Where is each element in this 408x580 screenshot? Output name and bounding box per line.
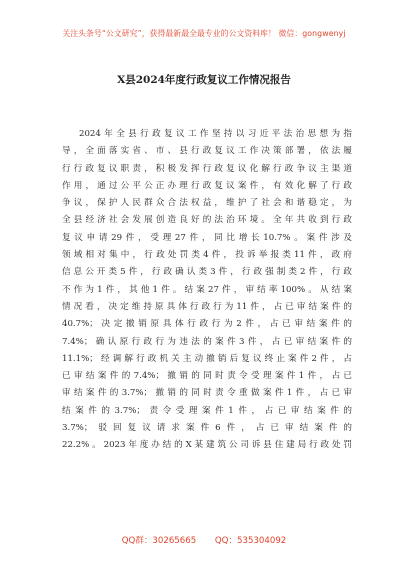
body-line: 7.4%；确认原行政行为违法的案件3件，占已审结案件的 — [62, 336, 352, 347]
contact-footer — [0, 534, 408, 546]
qq-group-text: QQ群：30265665 — [121, 536, 197, 546]
body-line: 11.1%；经调解行政机关主动撤销后复议终止案件2件，占 — [62, 353, 352, 364]
body-line: 不作为1件，其他1件。结案27件，审结率100%。从结案 — [62, 284, 352, 295]
body-line: 导，全面落实省、市、县行政复议工作决策部署，依法履 — [62, 146, 352, 157]
body-line: 信息公开类5件，行政确认类3件，行政强制类2件，行政 — [62, 267, 352, 278]
body-line: 结案件的3.7%；责令受理案件1件，占已审结案件的 — [62, 405, 352, 416]
body-line: 40.7%；决定撤销原具体行政行为2件，占已审结案件的 — [62, 319, 352, 330]
body-line: 领域相对集中，行政处罚类4件，投诉举报类11件，政府 — [62, 250, 352, 261]
body-line: 争议，保护人民群众合法权益，维护了社会和谐稳定，为 — [62, 198, 352, 209]
body-line: 作用，通过公平公正办理行政复议案件，有效化解了行政 — [62, 180, 352, 191]
body-line: 3.7%；驳回复议请求案件6件，占已审结案件的 — [62, 423, 352, 434]
document-title: X县2024年度行政复议工作情况报告 — [117, 74, 291, 86]
qq-number-text: QQ：535304092 — [214, 536, 287, 546]
document-body — [62, 126, 352, 455]
body-line: 全县经济社会发展创造良好的法治环境。全年共收到行政 — [62, 215, 352, 226]
body-line: 复议申请29件，受理27件，同比增长10.7%。案件涉及 — [62, 232, 352, 243]
body-line: 22.2%。2023年度办结的X某建筑公司诉县住建局行政处罚 — [62, 440, 352, 451]
body-line: 已审结案件的7.4%；撤销的同时责令受理案件1件，占已 — [62, 371, 352, 382]
promo-banner: 关注头条号“公文研究”，获得最新最全最专业的公文资料库！ 微信：gongwenyj — [62, 29, 346, 38]
body-line: 审结案件的3.7%；撤销的同时责令重做案件1件，占已审 — [62, 388, 352, 399]
body-line: 情况看，决定维持原具体行政行为11件，占已审结案件的 — [62, 301, 352, 312]
body-line: 2024年全县行政复议工作坚持以习近平法治思想为指 — [79, 129, 352, 139]
body-line: 行行政复议职责，积极发挥行政复议化解行政争议主渠道 — [62, 163, 352, 174]
